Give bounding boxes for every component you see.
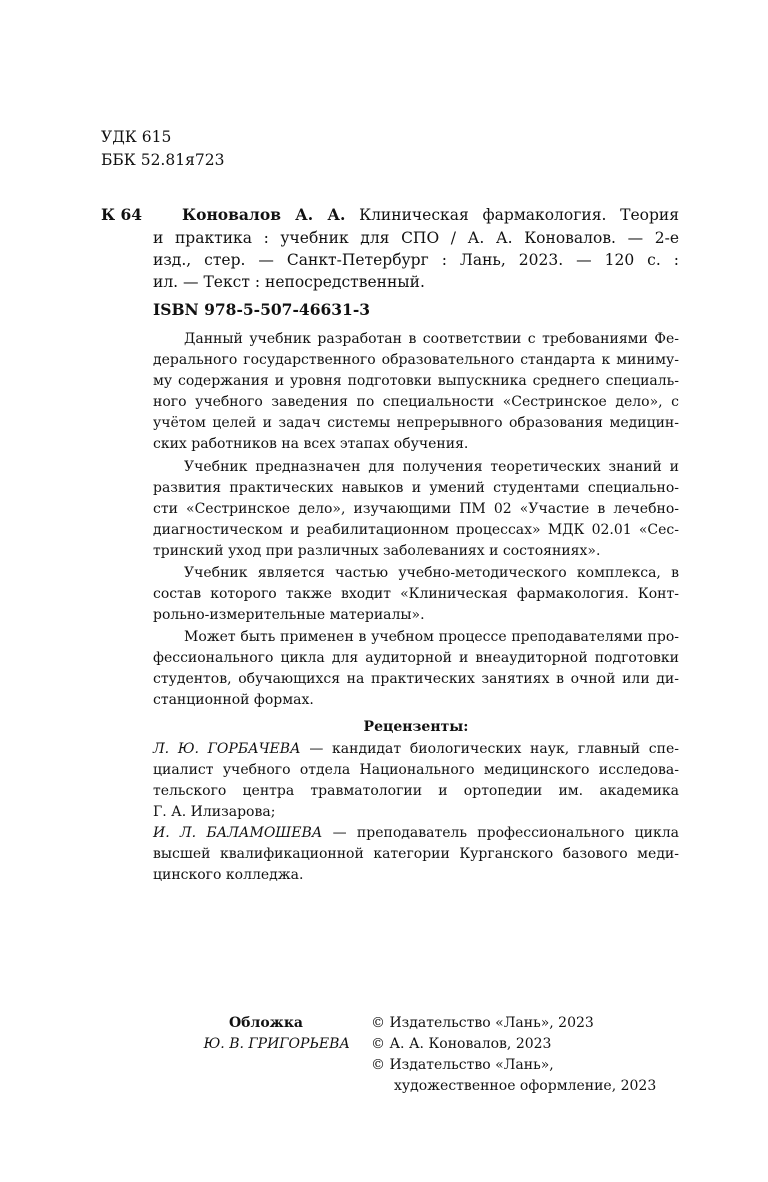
biblio-line-1 [182,205,679,225]
copyright-design: © Издательство «Лань», [371,1057,554,1073]
isbn: ISBN 978-5-507-46631-3 [153,300,371,319]
abstract-p4-line: Может быть применен в учебном процессе преподавателями про- [184,629,679,645]
abstract-p1-line: Данный учебник разработан в соответствии с требованиями Фе- [184,331,679,347]
abstract-p2-line: Учебник предназначен для получения теоретических знаний и [184,459,679,475]
abstract-p4-line: станционной формах. [153,692,314,708]
reviewer-1-line: циалист учебного отдела Национального медицинского исследова- [153,762,679,778]
abstract-p3-line: рольно-измерительные материалы». [153,607,425,623]
abstract-p1-line: дерального государственного образовательного стандарта к миниму- [153,352,679,368]
biblio-author: Коновалов А. А. [182,205,346,224]
abstract-p1-line: ских работников на всех этапах обучения. [153,436,469,452]
reviewer-1-name: Л. Ю. ГОРБАЧЕВА [153,741,301,757]
abstract-p1-line: му содержания и уровня подготовки выпускника среднего специаль- [153,373,679,389]
abstract-p4-line: студентов, обучающихся на практических занятиях в очной или ди- [153,671,679,687]
reviewer-2-name: И. Л. БАЛАМОШЕВА [153,825,323,841]
reviewer-1-desc: — кандидат биологических наук, главный спе- [309,741,679,757]
reviewers-heading: Рецензенты: [363,719,469,735]
reviewer-2-line: цинского колледжа. [153,867,304,883]
reviewer-2-line-1 [153,823,679,844]
author-mark: К 64 [101,205,143,224]
abstract-p2-line: развития практических навыков и умений студентами специально- [153,480,679,496]
cover-designer: Ю. В. ГРИГОРЬЕВА [203,1036,350,1052]
biblio-line-2: и практика : учебник для СПО / А. А. Коновалов. — 2-е [153,229,679,247]
reviewer-1-line: тельского центра травматологии и ортопедии им. академика [153,783,679,799]
udk-code: УДК 615 [101,128,172,146]
cover-label: Обложка [228,1015,303,1031]
biblio-line-3: изд., стер. — Санкт-Петербург : Лань, 2023. — 120 с. : [153,251,679,269]
abstract-p2-line: сти «Сестринское дело», изучающими ПМ 02 «Участие в лечебно- [153,501,679,517]
reviewer-2-line: высшей квалификационной категории Курганского базового меди- [153,846,679,862]
abstract-p3-line: Учебник является частью учебно-методического комплекса, в [184,565,679,581]
bbk-code: ББК 52.81я723 [101,151,225,169]
abstract-p1-line: ного учебного заведения по специальности «Сестринское дело», с [153,394,679,410]
reviewer-1-line: Г. А. Илизарова; [153,804,276,820]
biblio-title-start: Клиническая фармакология. Теория [359,206,679,224]
abstract-p1-line: учётом целей и задач системы непрерывного образования медицин- [153,415,679,431]
reviewer-2-desc: — преподаватель профессионального цикла [332,825,679,841]
abstract-p2-line: диагностическом и реабилитационном процессах» МДК 02.01 «Сес- [153,522,679,538]
abstract-p3-line: состав которого также входит «Клиническая фармакология. Конт- [153,586,679,602]
copyright-author: © А. А. Коновалов, 2023 [371,1036,552,1052]
copyright-design-cont: художественное оформление, 2023 [394,1078,657,1094]
biblio-line-4: ил. — Текст : непосредственный. [153,273,425,291]
copyright-publisher: © Издательство «Лань», 2023 [371,1015,594,1031]
abstract-p2-line: тринский уход при различных заболеваниях и состояниях». [153,543,601,559]
abstract-p4-line: фессионального цикла для аудиторной и внеаудиторной подготовки [153,650,679,666]
reviewer-1-line-1 [153,739,679,760]
